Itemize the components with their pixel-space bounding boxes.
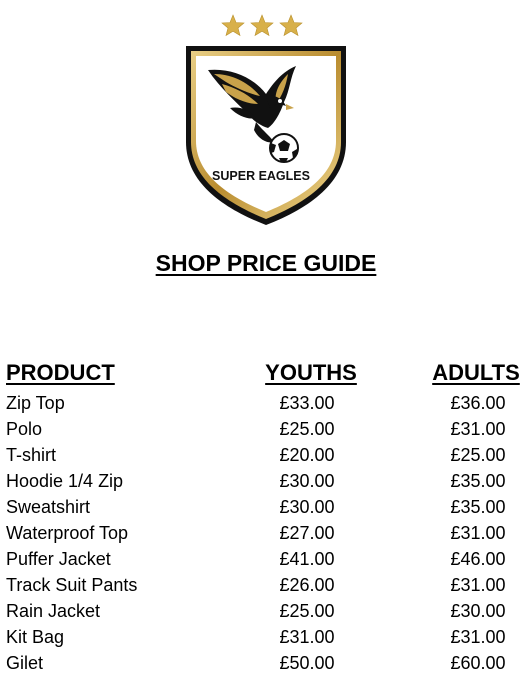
table-row bbox=[0, 416, 532, 442]
product-name: Hoodie 1/4 Zip bbox=[6, 471, 124, 491]
adult-price: £46.00 bbox=[450, 549, 506, 569]
product-name: Track Suit Pants bbox=[6, 575, 138, 595]
table-row bbox=[0, 650, 532, 676]
adult-price: £31.00 bbox=[450, 627, 506, 647]
table-row bbox=[0, 468, 532, 494]
adult-price: £35.00 bbox=[450, 471, 506, 491]
header-adults: ADULTS bbox=[432, 360, 520, 385]
adult-price: £31.00 bbox=[450, 575, 506, 595]
youth-price: £27.00 bbox=[279, 523, 335, 543]
product-name: Gilet bbox=[6, 653, 44, 673]
adult-price: £60.00 bbox=[450, 653, 506, 673]
table-row bbox=[0, 546, 532, 572]
crest-team-name: SUPER EAGLES bbox=[212, 169, 310, 183]
youth-price: £30.00 bbox=[279, 471, 335, 491]
youth-price: £50.00 bbox=[279, 653, 335, 673]
table-header-row bbox=[0, 358, 532, 388]
youth-price: £25.00 bbox=[279, 601, 335, 621]
adult-price: £31.00 bbox=[450, 523, 506, 543]
youth-price: £30.00 bbox=[279, 497, 335, 517]
table-row bbox=[0, 598, 532, 624]
product-name: Puffer Jacket bbox=[6, 549, 111, 569]
adult-price: £30.00 bbox=[450, 601, 506, 621]
price-table bbox=[0, 358, 532, 676]
table-row bbox=[0, 494, 532, 520]
table-row bbox=[0, 624, 532, 650]
header-youths: YOUTHS bbox=[265, 360, 357, 385]
adult-price: £35.00 bbox=[450, 497, 506, 517]
product-name: Rain Jacket bbox=[6, 601, 101, 621]
adult-price: £36.00 bbox=[450, 393, 506, 413]
page-title: SHOP PRICE GUIDE bbox=[155, 250, 377, 276]
table-row bbox=[0, 520, 532, 546]
header-product: PRODUCT bbox=[6, 360, 115, 385]
adult-price: £31.00 bbox=[450, 419, 506, 439]
youth-price: £26.00 bbox=[279, 575, 335, 595]
product-name: Waterproof Top bbox=[6, 523, 129, 543]
star-icon bbox=[222, 15, 302, 36]
youth-price: £20.00 bbox=[279, 445, 335, 465]
adult-price: £25.00 bbox=[450, 445, 506, 465]
football-icon bbox=[270, 134, 298, 162]
product-name: Polo bbox=[6, 419, 43, 439]
table-row bbox=[0, 390, 532, 416]
product-name: T-shirt bbox=[6, 445, 57, 465]
product-name: Zip Top bbox=[6, 393, 65, 413]
table-row bbox=[0, 572, 532, 598]
super-eagles-crest-logo bbox=[170, 12, 362, 228]
table-row bbox=[0, 442, 532, 468]
youth-price: £41.00 bbox=[279, 549, 335, 569]
youth-price: £25.00 bbox=[279, 419, 335, 439]
product-name: Kit Bag bbox=[6, 627, 65, 647]
youth-price: £33.00 bbox=[279, 393, 335, 413]
youth-price: £31.00 bbox=[279, 627, 335, 647]
product-name: Sweatshirt bbox=[6, 497, 91, 517]
